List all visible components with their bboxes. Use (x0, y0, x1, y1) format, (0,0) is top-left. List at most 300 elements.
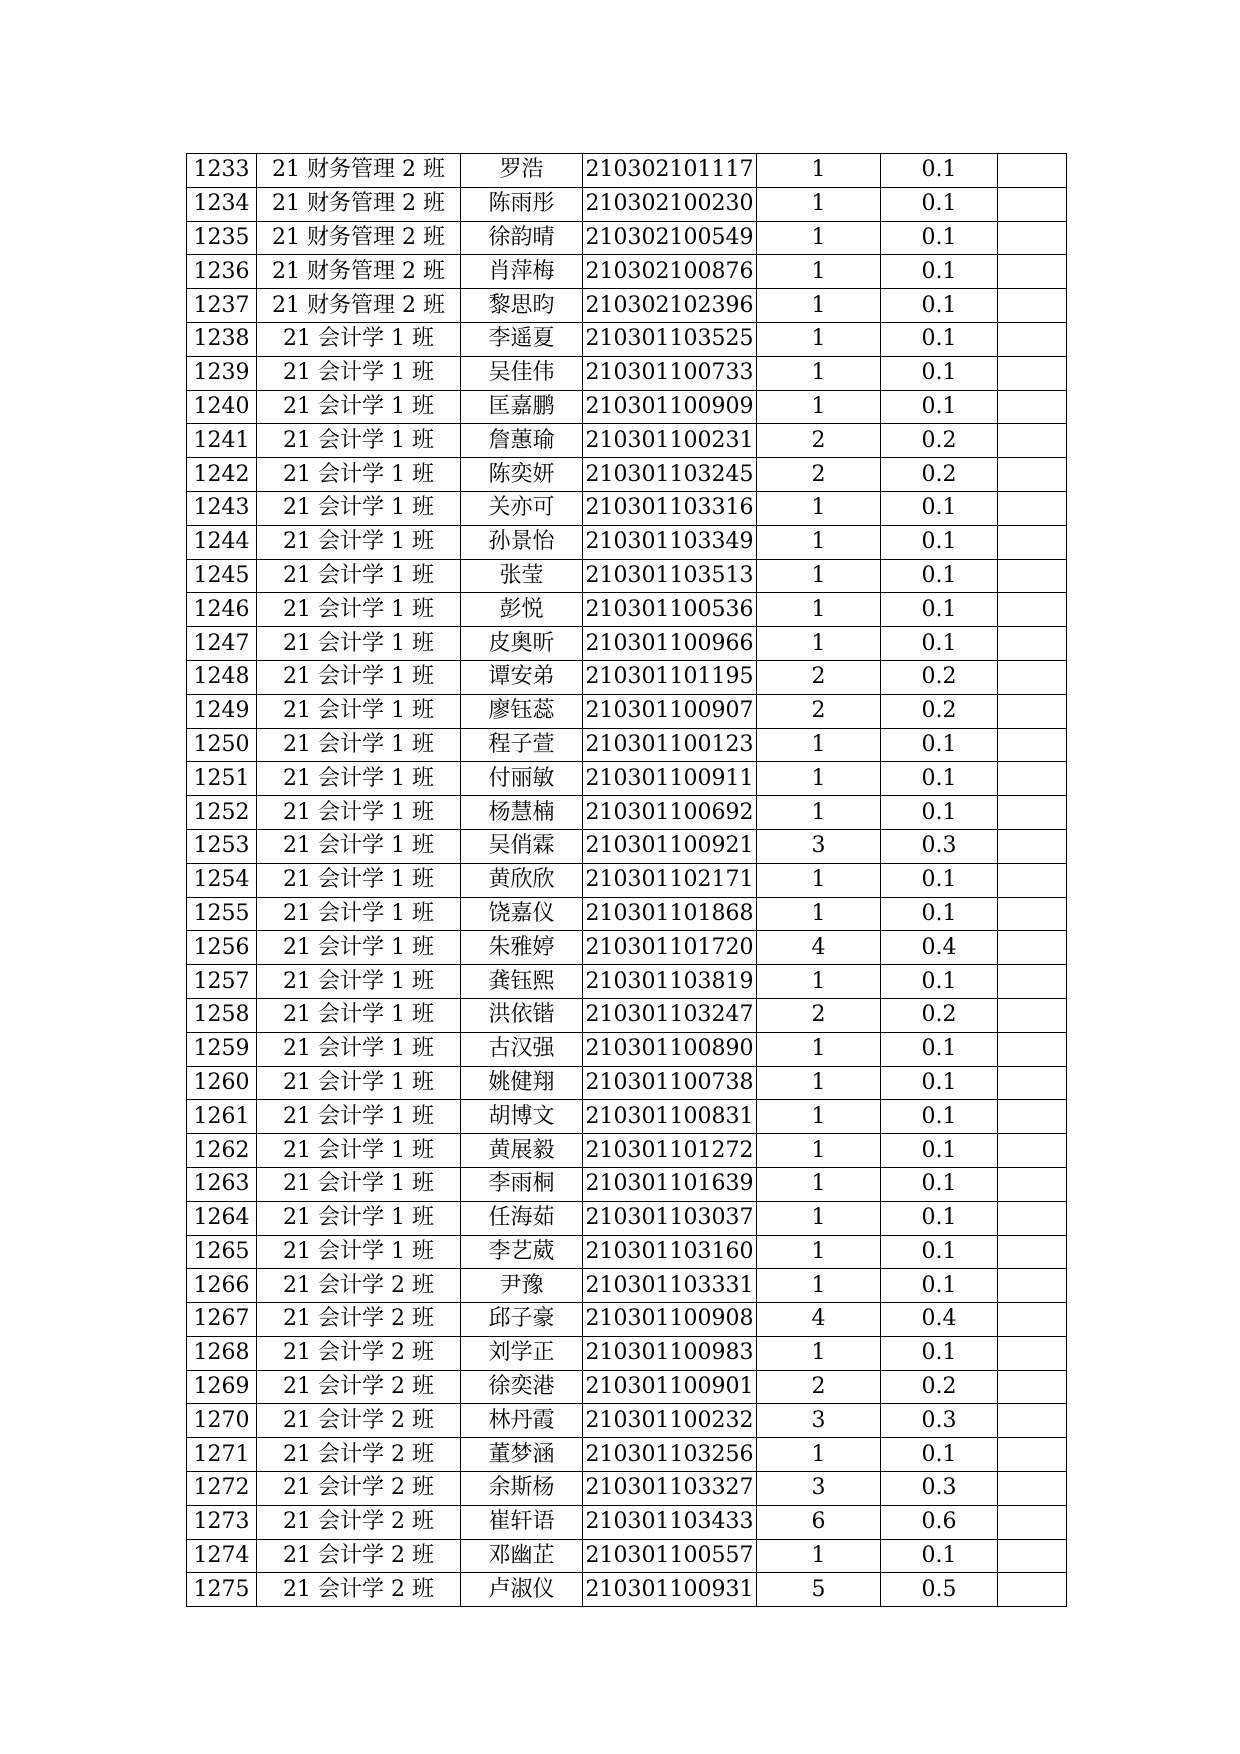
count-cell: 2 (757, 694, 881, 728)
remark-cell (998, 1201, 1067, 1235)
serial-number-cell: 1259 (187, 1032, 257, 1066)
remark-cell (998, 322, 1067, 356)
student-id-cell: 210301101639 (583, 1167, 757, 1201)
remark-cell (998, 660, 1067, 694)
student-id-cell: 210301100966 (583, 627, 757, 661)
class-cell: 21 会计学 1 班 (257, 1201, 461, 1235)
serial-number-cell: 1251 (187, 762, 257, 796)
student-name-cell: 皮奥昕 (461, 627, 583, 661)
student-id-cell: 210301100921 (583, 829, 757, 863)
count-cell: 2 (757, 458, 881, 492)
remark-cell (998, 965, 1067, 999)
score-cell: 0.1 (881, 1066, 998, 1100)
student-id-cell: 210301101195 (583, 660, 757, 694)
student-id-cell: 210302100549 (583, 221, 757, 255)
class-cell: 21 财务管理 2 班 (257, 289, 461, 323)
student-id-cell: 210301100909 (583, 390, 757, 424)
table-row (187, 458, 1067, 492)
score-cell: 0.1 (881, 154, 998, 188)
student-id-cell: 210301100890 (583, 1032, 757, 1066)
student-name-cell: 李雨桐 (461, 1167, 583, 1201)
remark-cell (998, 897, 1067, 931)
student-name-cell: 肖萍梅 (461, 255, 583, 289)
remark-cell (998, 728, 1067, 762)
remark-cell (998, 1235, 1067, 1269)
student-name-cell: 董梦涵 (461, 1438, 583, 1472)
student-id-cell: 210301103331 (583, 1269, 757, 1303)
score-cell: 0.1 (881, 390, 998, 424)
table-row (187, 796, 1067, 830)
class-cell: 21 会计学 1 班 (257, 1134, 461, 1168)
score-cell: 0.4 (881, 931, 998, 965)
serial-number-cell: 1270 (187, 1404, 257, 1438)
student-name-cell: 崔轩语 (461, 1505, 583, 1539)
student-id-cell: 210301103349 (583, 525, 757, 559)
remark-cell (998, 931, 1067, 965)
score-cell: 0.3 (881, 829, 998, 863)
student-name-cell: 孙景怡 (461, 525, 583, 559)
score-cell: 0.2 (881, 458, 998, 492)
class-cell: 21 会计学 1 班 (257, 322, 461, 356)
serial-number-cell: 1274 (187, 1539, 257, 1573)
class-cell: 21 会计学 1 班 (257, 796, 461, 830)
student-id-cell: 210301100692 (583, 796, 757, 830)
student-id-cell: 210301103245 (583, 458, 757, 492)
student-id-cell: 210301102171 (583, 863, 757, 897)
remark-cell (998, 796, 1067, 830)
count-cell: 1 (757, 390, 881, 424)
table-row (187, 187, 1067, 221)
count-cell: 1 (757, 863, 881, 897)
remark-cell (998, 255, 1067, 289)
student-name-cell: 彭悦 (461, 593, 583, 627)
score-cell: 0.1 (881, 322, 998, 356)
score-cell: 0.1 (881, 728, 998, 762)
score-cell: 0.6 (881, 1505, 998, 1539)
count-cell: 1 (757, 1438, 881, 1472)
serial-number-cell: 1233 (187, 154, 257, 188)
serial-number-cell: 1244 (187, 525, 257, 559)
student-id-cell: 210301103160 (583, 1235, 757, 1269)
student-name-cell: 陈雨彤 (461, 187, 583, 221)
score-cell: 0.1 (881, 1269, 998, 1303)
class-cell: 21 会计学 1 班 (257, 1100, 461, 1134)
student-id-cell: 210301101720 (583, 931, 757, 965)
student-id-cell: 210301103819 (583, 965, 757, 999)
serial-number-cell: 1238 (187, 322, 257, 356)
class-cell: 21 会计学 1 班 (257, 660, 461, 694)
score-cell: 0.1 (881, 559, 998, 593)
serial-number-cell: 1257 (187, 965, 257, 999)
table-row (187, 728, 1067, 762)
table-row (187, 1303, 1067, 1337)
serial-number-cell: 1266 (187, 1269, 257, 1303)
student-name-cell: 龚钰熙 (461, 965, 583, 999)
class-cell: 21 会计学 1 班 (257, 897, 461, 931)
table-row (187, 1539, 1067, 1573)
remark-cell (998, 593, 1067, 627)
count-cell: 1 (757, 1032, 881, 1066)
score-cell: 0.2 (881, 998, 998, 1032)
serial-number-cell: 1261 (187, 1100, 257, 1134)
student-name-cell: 任海茹 (461, 1201, 583, 1235)
count-cell: 1 (757, 897, 881, 931)
class-cell: 21 会计学 1 班 (257, 559, 461, 593)
serial-number-cell: 1241 (187, 424, 257, 458)
student-id-cell: 210301100907 (583, 694, 757, 728)
class-cell: 21 会计学 2 班 (257, 1573, 461, 1607)
class-cell: 21 会计学 1 班 (257, 829, 461, 863)
score-cell: 0.2 (881, 694, 998, 728)
score-cell: 0.1 (881, 255, 998, 289)
count-cell: 4 (757, 1303, 881, 1337)
serial-number-cell: 1243 (187, 491, 257, 525)
student-name-cell: 洪依锴 (461, 998, 583, 1032)
serial-number-cell: 1246 (187, 593, 257, 627)
student-id-cell: 210302101117 (583, 154, 757, 188)
student-name-cell: 饶嘉仪 (461, 897, 583, 931)
remark-cell (998, 998, 1067, 1032)
score-cell: 0.1 (881, 1167, 998, 1201)
score-cell: 0.1 (881, 863, 998, 897)
score-cell: 0.1 (881, 1134, 998, 1168)
student-name-cell: 黄欣欣 (461, 863, 583, 897)
table-row (187, 525, 1067, 559)
count-cell: 1 (757, 796, 881, 830)
table-row (187, 1134, 1067, 1168)
class-cell: 21 会计学 2 班 (257, 1539, 461, 1573)
student-name-cell: 陈奕妍 (461, 458, 583, 492)
serial-number-cell: 1269 (187, 1370, 257, 1404)
table-row (187, 1269, 1067, 1303)
student-id-cell: 210302100230 (583, 187, 757, 221)
remark-cell (998, 1032, 1067, 1066)
serial-number-cell: 1263 (187, 1167, 257, 1201)
serial-number-cell: 1268 (187, 1336, 257, 1370)
score-cell: 0.2 (881, 660, 998, 694)
score-cell: 0.1 (881, 289, 998, 323)
table-row (187, 1472, 1067, 1506)
remark-cell (998, 1438, 1067, 1472)
class-cell: 21 会计学 1 班 (257, 762, 461, 796)
score-cell: 0.3 (881, 1472, 998, 1506)
count-cell: 2 (757, 424, 881, 458)
student-id-cell: 210301100911 (583, 762, 757, 796)
class-cell: 21 会计学 1 班 (257, 1235, 461, 1269)
count-cell: 1 (757, 1066, 881, 1100)
count-cell: 1 (757, 525, 881, 559)
serial-number-cell: 1256 (187, 931, 257, 965)
remark-cell (998, 1404, 1067, 1438)
student-name-cell: 黎思昀 (461, 289, 583, 323)
remark-cell (998, 458, 1067, 492)
count-cell: 1 (757, 356, 881, 390)
class-cell: 21 财务管理 2 班 (257, 255, 461, 289)
count-cell: 3 (757, 829, 881, 863)
score-cell: 0.1 (881, 491, 998, 525)
class-cell: 21 会计学 1 班 (257, 1167, 461, 1201)
remark-cell (998, 1100, 1067, 1134)
table-row (187, 627, 1067, 661)
class-cell: 21 会计学 1 班 (257, 694, 461, 728)
serial-number-cell: 1271 (187, 1438, 257, 1472)
class-cell: 21 会计学 1 班 (257, 593, 461, 627)
class-cell: 21 会计学 2 班 (257, 1404, 461, 1438)
remark-cell (998, 1472, 1067, 1506)
class-cell: 21 会计学 1 班 (257, 931, 461, 965)
count-cell: 3 (757, 1404, 881, 1438)
student-id-cell: 210301103256 (583, 1438, 757, 1472)
count-cell: 1 (757, 593, 881, 627)
table-row (187, 221, 1067, 255)
student-id-cell: 210301100908 (583, 1303, 757, 1337)
remark-cell (998, 491, 1067, 525)
student-name-cell: 余斯杨 (461, 1472, 583, 1506)
remark-cell (998, 627, 1067, 661)
count-cell: 1 (757, 289, 881, 323)
score-cell: 0.1 (881, 762, 998, 796)
student-name-cell: 朱雅婷 (461, 931, 583, 965)
table-row (187, 897, 1067, 931)
table-row (187, 660, 1067, 694)
score-cell: 0.1 (881, 593, 998, 627)
table-row (187, 289, 1067, 323)
score-cell: 0.1 (881, 356, 998, 390)
table-row (187, 356, 1067, 390)
class-cell: 21 会计学 2 班 (257, 1370, 461, 1404)
table-row (187, 559, 1067, 593)
remark-cell (998, 289, 1067, 323)
remark-cell (998, 694, 1067, 728)
class-cell: 21 会计学 1 班 (257, 525, 461, 559)
class-cell: 21 会计学 1 班 (257, 1066, 461, 1100)
student-id-cell: 210301101272 (583, 1134, 757, 1168)
class-cell: 21 会计学 2 班 (257, 1303, 461, 1337)
table-row (187, 1438, 1067, 1472)
remark-cell (998, 187, 1067, 221)
score-cell: 0.2 (881, 1370, 998, 1404)
score-cell: 0.5 (881, 1573, 998, 1607)
score-cell: 0.1 (881, 1201, 998, 1235)
score-cell: 0.2 (881, 424, 998, 458)
table-row (187, 1404, 1067, 1438)
class-cell: 21 会计学 1 班 (257, 356, 461, 390)
class-cell: 21 会计学 1 班 (257, 390, 461, 424)
table-row (187, 1032, 1067, 1066)
count-cell: 2 (757, 998, 881, 1032)
student-id-cell: 210301100231 (583, 424, 757, 458)
score-cell: 0.1 (881, 1235, 998, 1269)
serial-number-cell: 1249 (187, 694, 257, 728)
serial-number-cell: 1267 (187, 1303, 257, 1337)
serial-number-cell: 1247 (187, 627, 257, 661)
remark-cell (998, 1336, 1067, 1370)
class-cell: 21 会计学 1 班 (257, 863, 461, 897)
student-id-cell: 210302102396 (583, 289, 757, 323)
serial-number-cell: 1250 (187, 728, 257, 762)
table-row (187, 1201, 1067, 1235)
student-id-cell: 210301103316 (583, 491, 757, 525)
student-name-cell: 程子萱 (461, 728, 583, 762)
student-name-cell: 李遥夏 (461, 322, 583, 356)
count-cell: 1 (757, 627, 881, 661)
student-name-cell: 李艺葳 (461, 1235, 583, 1269)
remark-cell (998, 559, 1067, 593)
class-cell: 21 会计学 1 班 (257, 458, 461, 492)
count-cell: 4 (757, 931, 881, 965)
class-cell: 21 会计学 2 班 (257, 1438, 461, 1472)
score-cell: 0.1 (881, 1032, 998, 1066)
class-cell: 21 财务管理 2 班 (257, 154, 461, 188)
student-name-cell: 尹豫 (461, 1269, 583, 1303)
student-id-cell: 210301100557 (583, 1539, 757, 1573)
student-name-cell: 刘学正 (461, 1336, 583, 1370)
table-row (187, 491, 1067, 525)
student-id-cell: 210301100738 (583, 1066, 757, 1100)
table-row (187, 829, 1067, 863)
student-name-cell: 徐韵晴 (461, 221, 583, 255)
score-cell: 0.3 (881, 1404, 998, 1438)
remark-cell (998, 829, 1067, 863)
student-name-cell: 吴佳伟 (461, 356, 583, 390)
student-id-cell: 210301101868 (583, 897, 757, 931)
serial-number-cell: 1262 (187, 1134, 257, 1168)
score-cell: 0.1 (881, 627, 998, 661)
student-id-cell: 210301103525 (583, 322, 757, 356)
remark-cell (998, 390, 1067, 424)
table-row (187, 1370, 1067, 1404)
serial-number-cell: 1275 (187, 1573, 257, 1607)
score-cell: 0.1 (881, 965, 998, 999)
table-row (187, 424, 1067, 458)
serial-number-cell: 1254 (187, 863, 257, 897)
count-cell: 1 (757, 728, 881, 762)
serial-number-cell: 1265 (187, 1235, 257, 1269)
class-cell: 21 会计学 1 班 (257, 424, 461, 458)
remark-cell (998, 1303, 1067, 1337)
count-cell: 5 (757, 1573, 881, 1607)
student-id-cell: 210301100536 (583, 593, 757, 627)
serial-number-cell: 1234 (187, 187, 257, 221)
serial-number-cell: 1248 (187, 660, 257, 694)
count-cell: 1 (757, 322, 881, 356)
serial-number-cell: 1235 (187, 221, 257, 255)
table-row (187, 1066, 1067, 1100)
count-cell: 1 (757, 965, 881, 999)
roster-table-body (187, 154, 1067, 1607)
serial-number-cell: 1272 (187, 1472, 257, 1506)
student-id-cell: 210301103433 (583, 1505, 757, 1539)
class-cell: 21 会计学 1 班 (257, 491, 461, 525)
serial-number-cell: 1258 (187, 998, 257, 1032)
count-cell: 1 (757, 1336, 881, 1370)
class-cell: 21 会计学 1 班 (257, 1032, 461, 1066)
serial-number-cell: 1260 (187, 1066, 257, 1100)
remark-cell (998, 1370, 1067, 1404)
student-id-cell: 210301100901 (583, 1370, 757, 1404)
serial-number-cell: 1240 (187, 390, 257, 424)
remark-cell (998, 525, 1067, 559)
remark-cell (998, 1167, 1067, 1201)
remark-cell (998, 863, 1067, 897)
count-cell: 1 (757, 1134, 881, 1168)
count-cell: 1 (757, 491, 881, 525)
table-row (187, 998, 1067, 1032)
class-cell: 21 会计学 2 班 (257, 1336, 461, 1370)
student-name-cell: 吴俏霖 (461, 829, 583, 863)
roster-table (186, 153, 1067, 1607)
serial-number-cell: 1273 (187, 1505, 257, 1539)
student-name-cell: 张莹 (461, 559, 583, 593)
remark-cell (998, 1269, 1067, 1303)
remark-cell (998, 221, 1067, 255)
count-cell: 1 (757, 154, 881, 188)
remark-cell (998, 1505, 1067, 1539)
student-name-cell: 邓幽芷 (461, 1539, 583, 1573)
table-row (187, 1573, 1067, 1607)
table-row (187, 390, 1067, 424)
table-row (187, 694, 1067, 728)
student-name-cell: 姚健翔 (461, 1066, 583, 1100)
student-name-cell: 詹蕙瑜 (461, 424, 583, 458)
student-name-cell: 徐奕港 (461, 1370, 583, 1404)
remark-cell (998, 762, 1067, 796)
student-id-cell: 210301100123 (583, 728, 757, 762)
student-id-cell: 210301100983 (583, 1336, 757, 1370)
serial-number-cell: 1236 (187, 255, 257, 289)
student-name-cell: 林丹霞 (461, 1404, 583, 1438)
count-cell: 1 (757, 1539, 881, 1573)
remark-cell (998, 424, 1067, 458)
score-cell: 0.1 (881, 1336, 998, 1370)
student-id-cell: 210301103037 (583, 1201, 757, 1235)
student-name-cell: 罗浩 (461, 154, 583, 188)
score-cell: 0.1 (881, 221, 998, 255)
table-row (187, 322, 1067, 356)
student-id-cell: 210301100232 (583, 1404, 757, 1438)
student-id-cell: 210301103327 (583, 1472, 757, 1506)
class-cell: 21 财务管理 2 班 (257, 187, 461, 221)
student-name-cell: 邱子豪 (461, 1303, 583, 1337)
count-cell: 3 (757, 1472, 881, 1506)
score-cell: 0.1 (881, 897, 998, 931)
serial-number-cell: 1255 (187, 897, 257, 931)
table-row (187, 1505, 1067, 1539)
score-cell: 0.1 (881, 796, 998, 830)
count-cell: 1 (757, 255, 881, 289)
table-row (187, 1167, 1067, 1201)
student-id-cell: 210301100931 (583, 1573, 757, 1607)
class-cell: 21 会计学 2 班 (257, 1472, 461, 1506)
score-cell: 0.1 (881, 187, 998, 221)
count-cell: 1 (757, 1167, 881, 1201)
table-row (187, 1235, 1067, 1269)
student-id-cell: 210302100876 (583, 255, 757, 289)
remark-cell (998, 356, 1067, 390)
student-name-cell: 卢淑仪 (461, 1573, 583, 1607)
class-cell: 21 会计学 2 班 (257, 1505, 461, 1539)
serial-number-cell: 1245 (187, 559, 257, 593)
remark-cell (998, 1134, 1067, 1168)
score-cell: 0.1 (881, 525, 998, 559)
serial-number-cell: 1239 (187, 356, 257, 390)
student-name-cell: 杨慧楠 (461, 796, 583, 830)
score-cell: 0.4 (881, 1303, 998, 1337)
student-id-cell: 210301103247 (583, 998, 757, 1032)
count-cell: 2 (757, 1370, 881, 1404)
remark-cell (998, 154, 1067, 188)
student-name-cell: 黄展毅 (461, 1134, 583, 1168)
